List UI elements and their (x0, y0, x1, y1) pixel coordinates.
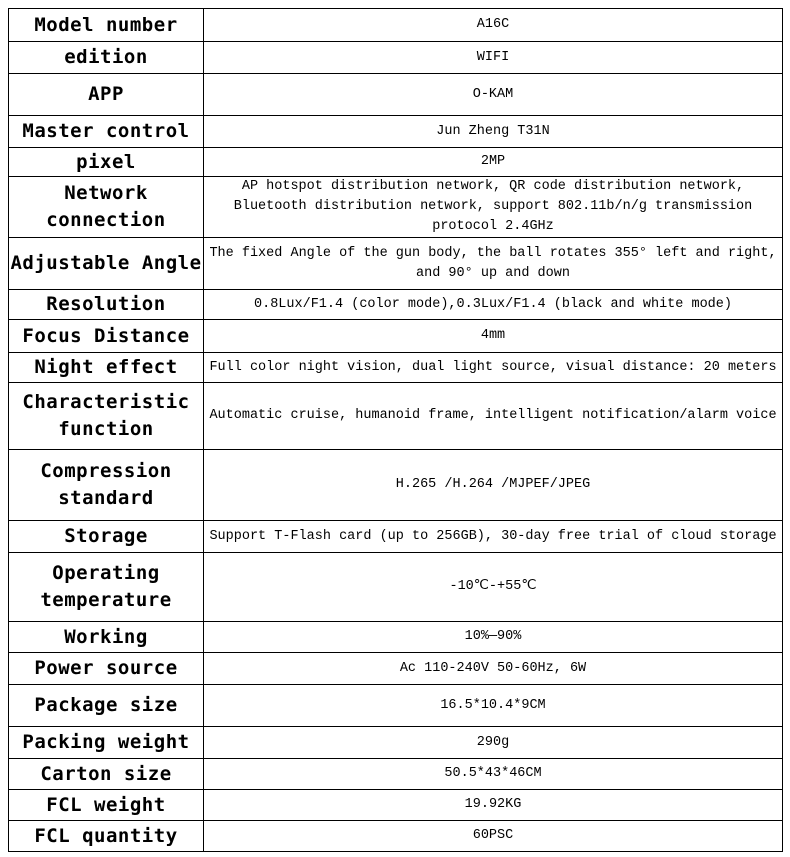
table-row (9, 148, 783, 177)
table-row (9, 622, 783, 653)
spec-value: WIFI (204, 42, 783, 74)
spec-value: 290g (204, 727, 783, 759)
spec-value: 60PSC (204, 821, 783, 852)
spec-label: Resolution (9, 290, 204, 320)
spec-value: 10%—90% (204, 622, 783, 653)
spec-label: Package size (9, 685, 204, 727)
table-row (9, 790, 783, 821)
spec-label: edition (9, 42, 204, 74)
table-row (9, 42, 783, 74)
spec-value: Ac 110-240V 50-60Hz, 6W (204, 653, 783, 685)
table-row (9, 116, 783, 148)
table-row (9, 521, 783, 553)
spec-value: 0.8Lux/F1.4 (color mode),0.3Lux/F1.4 (black and white mode) (204, 290, 783, 320)
spec-value: Support T-Flash card (up to 256GB), 30-day free trial of cloud storage (204, 521, 783, 553)
spec-label: APP (9, 74, 204, 116)
spec-label: Night effect (9, 353, 204, 383)
table-row (9, 74, 783, 116)
spec-label: Storage (9, 521, 204, 553)
spec-label: Packing weight (9, 727, 204, 759)
spec-value: -10℃-+55℃ (204, 553, 783, 622)
spec-label: Model number (9, 9, 204, 42)
spec-label: Network connection (9, 177, 204, 238)
spec-label: Working (9, 622, 204, 653)
spec-value: A16C (204, 9, 783, 42)
spec-value: The fixed Angle of the gun body, the ball rotates 355° left and right, and 90° up and down (204, 238, 783, 290)
spec-value: Full color night vision, dual light source, visual distance: 20 meters (204, 353, 783, 383)
table-row (9, 383, 783, 450)
spec-label: Compression standard (9, 450, 204, 521)
spec-value: H.265 /H.264 /MJPEF/JPEG (204, 450, 783, 521)
spec-label: FCL weight (9, 790, 204, 821)
spec-value: 2MP (204, 148, 783, 177)
spec-label: Carton size (9, 759, 204, 790)
spec-value: 4mm (204, 320, 783, 353)
spec-value: 50.5*43*46CM (204, 759, 783, 790)
table-row (9, 290, 783, 320)
table-row (9, 685, 783, 727)
table-row (9, 177, 783, 238)
spec-label: Master control (9, 116, 204, 148)
spec-label: Adjustable Angle (9, 238, 204, 290)
spec-value: Automatic cruise, humanoid frame, intelligent notification/alarm voice (204, 383, 783, 450)
table-row (9, 553, 783, 622)
table-row (9, 450, 783, 521)
table-row (9, 238, 783, 290)
spec-value: O-KAM (204, 74, 783, 116)
table-row (9, 9, 783, 42)
spec-value: 19.92KG (204, 790, 783, 821)
table-row (9, 821, 783, 852)
table-row (9, 653, 783, 685)
spec-label: Operating temperature (9, 553, 204, 622)
spec-label: FCL quantity (9, 821, 204, 852)
spec-label: pixel (9, 148, 204, 177)
spec-table (8, 8, 783, 852)
spec-label: Focus Distance (9, 320, 204, 353)
spec-value: Jun Zheng T31N (204, 116, 783, 148)
table-row (9, 353, 783, 383)
spec-label: Characteristic function (9, 383, 204, 450)
table-row (9, 759, 783, 790)
spec-value: AP hotspot distribution network, QR code distribution network, Bluetooth distribution network, support 802.11b/n/g transmission protocol 2.4GHz (204, 177, 783, 238)
spec-value: 16.5*10.4*9CM (204, 685, 783, 727)
table-row (9, 727, 783, 759)
table-row (9, 320, 783, 353)
spec-label: Power source (9, 653, 204, 685)
